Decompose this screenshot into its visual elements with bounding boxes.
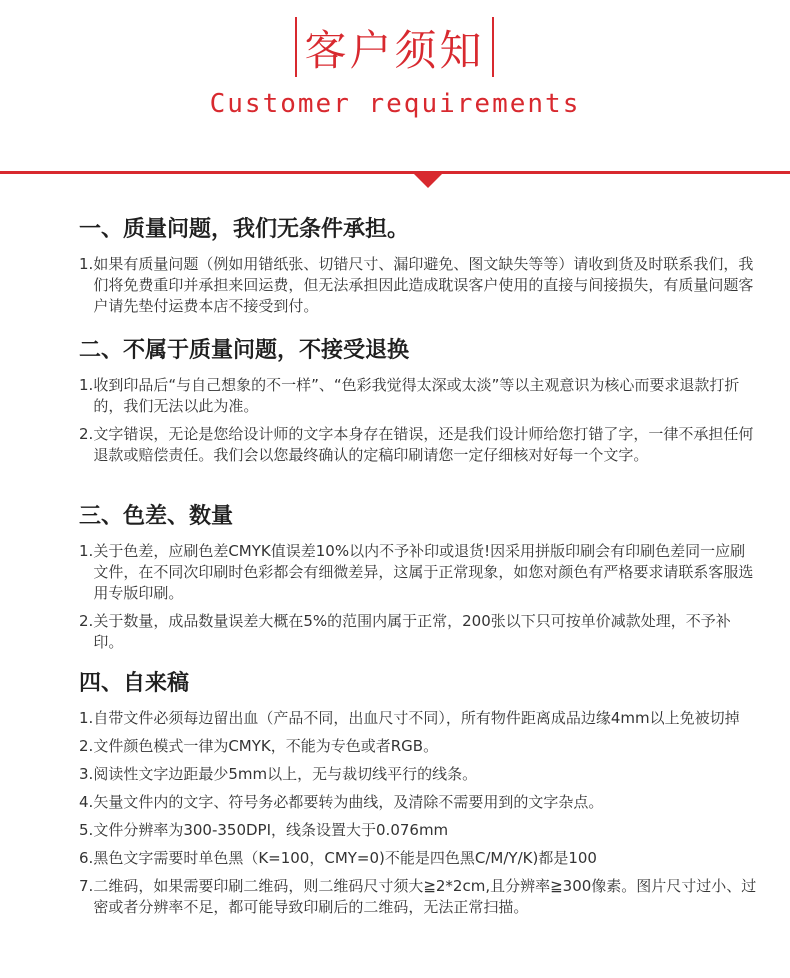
list-item xyxy=(79,736,759,757)
item-text: 阅读性文字边距最少5mm以上，无与裁切线平行的线条。 xyxy=(93,765,478,783)
list-item xyxy=(79,375,759,417)
item-text: 关于色差，应刷色差CMYK值误差10%以内不予补印或退货!因采用拼版印刷会有印刷色差同一应刷文件，在不同次印刷时色彩都会有细微差异，这属于正常现象，如您对颜色有严格要求请联系客服选用专版印刷。 xyxy=(93,542,754,602)
section-quality-issues xyxy=(79,214,759,324)
item-text: 如果有质量问题（例如用错纸张、切错尺寸、漏印避免、图文缺失等等）请收到货及时联系我们，我们将免费重印并承担来回运费，但无法承担因此造成耽误客户使用的直接与间接损失，有质量问题客户请先垫付运费本店不接受到付。 xyxy=(93,255,754,315)
item-number: 4. xyxy=(79,793,94,811)
title-frame-right-line xyxy=(492,17,494,77)
section-color-quantity xyxy=(79,501,759,660)
section-title: 一、质量问题，我们无条件承担。 xyxy=(79,217,410,242)
item-number: 1. xyxy=(79,709,94,727)
item-number: 3. xyxy=(79,765,94,783)
page-subtitle: Customer requirements xyxy=(209,89,581,119)
list-item xyxy=(79,254,759,317)
item-text: 收到印品后“与自己想象的不一样”、“色彩我觉得太深或太淡”等以主观意识为核心而要求退款打折的，我们无法以此为准。 xyxy=(93,376,740,415)
section-title: 二、不属于质量问题，不接受退换 xyxy=(79,338,410,363)
list-item xyxy=(79,792,759,813)
list-item xyxy=(79,708,759,729)
item-text: 文字错误，无论是您给设计师的文字本身存在错误，还是我们设计师给您打错了字，一律不承担任何退款或赔偿责任。我们会以您最终确认的定稿印刷请您一定仔细核对好每一个文字。 xyxy=(93,425,754,464)
list-item xyxy=(79,876,759,918)
item-number: 1. xyxy=(79,542,94,560)
item-text: 文件分辨率为300-350DPI，线条设置大于0.076mm xyxy=(93,821,449,839)
list-item xyxy=(79,820,759,841)
list-item xyxy=(79,764,759,785)
down-arrow-icon xyxy=(414,174,442,188)
item-number: 1. xyxy=(79,255,94,273)
list-item xyxy=(79,848,759,869)
item-number: 2. xyxy=(79,737,94,755)
section-title: 三、色差、数量 xyxy=(79,504,234,529)
section-title: 四、自来稿 xyxy=(79,671,190,696)
item-text: 自带文件必须每边留出血（产品不同，出血尺寸不同），所有物件距离成品边缘4mm以上免被切掉 xyxy=(93,709,740,727)
item-text: 二维码，如果需要印刷二维码，则二维码尺寸须大≧2*2cm,且分辨率≧300像素。图片尺寸过小、过密或者分辨率不足，都可能导致印刷后的二维码，无法正常扫描。 xyxy=(93,877,757,916)
item-text: 黑色文字需要时单色黑（K=100，CMY=0)不能是四色黑C/M/Y/K)都是100 xyxy=(93,849,597,867)
item-number: 2. xyxy=(79,425,94,443)
list-item xyxy=(79,611,759,653)
page-title: 客户须知 xyxy=(304,26,485,75)
header-divider xyxy=(0,171,790,174)
item-text: 矢量文件内的文字、符号务必都要转为曲线，及清除不需要用到的文字杂点。 xyxy=(93,793,604,811)
item-text: 关于数量，成品数量误差大概在5%的范围内属于正常，200张以下只可按单价减款处理，不予补印。 xyxy=(93,612,731,651)
item-number: 5. xyxy=(79,821,94,839)
list-item xyxy=(79,424,759,466)
list-item xyxy=(79,541,759,604)
section-not-quality-issues xyxy=(79,335,759,473)
section-own-artwork xyxy=(79,668,759,925)
item-number: 6. xyxy=(79,849,94,867)
item-number: 1. xyxy=(79,376,94,394)
item-text: 文件颜色模式一律为CMYK，不能为专色或者RGB。 xyxy=(93,737,439,755)
item-number: 7. xyxy=(79,877,94,895)
item-number: 2. xyxy=(79,612,94,630)
